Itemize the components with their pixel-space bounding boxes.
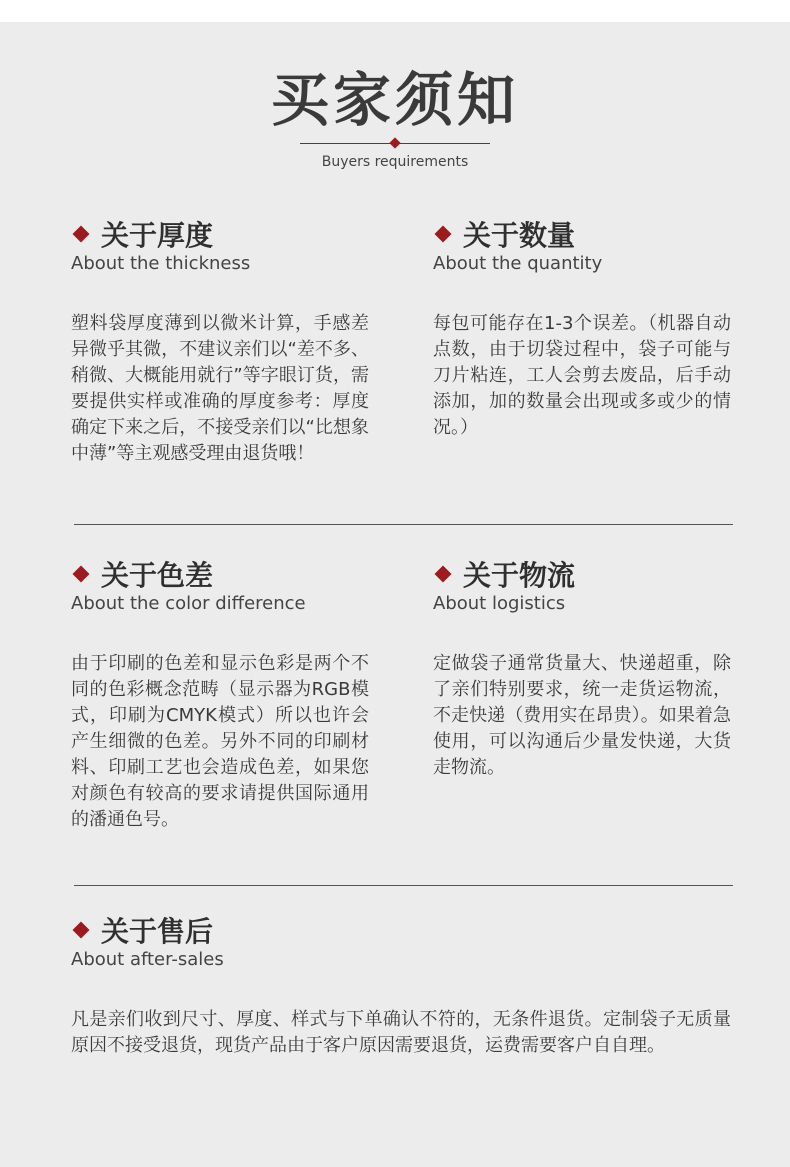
section-heading <box>433 220 731 260</box>
section-title: 关于色差 <box>101 559 214 592</box>
section-title: 关于厚度 <box>101 219 214 252</box>
section-subtitle: About after-sales <box>71 949 224 970</box>
section-logistics <box>433 560 731 781</box>
section-title: 关于物流 <box>463 559 576 592</box>
section-heading <box>71 916 731 956</box>
section-subtitle: About the quantity <box>433 253 603 274</box>
diamond-bullet-icon <box>73 566 90 583</box>
section-thickness <box>71 220 369 467</box>
section-body: 塑料袋厚度薄到以微米计算，手感差异微乎其微，不建议亲们以“差不多、稍微、大概能用就行”等字眼订货，需要提供实样或准确的厚度参考：厚度确定下来之后，不接受亲们以“比想象中薄”等主观感受理由退货哦！ <box>71 313 369 464</box>
page-title: 买家须知 <box>270 66 519 134</box>
diamond-bullet-icon <box>435 566 452 583</box>
section-body: 凡是亲们收到尺寸、厚度、样式与下单确认不符的，无条件退货。定制袋子无质量原因不接受退货，现货产品由于客户原因需要退货，运费需要客户自自理。 <box>71 1009 731 1056</box>
page-subtitle: Buyers requirements <box>321 154 469 170</box>
diamond-bullet-icon <box>73 226 90 243</box>
section-subtitle: About logistics <box>433 593 566 614</box>
diamond-bullet-icon <box>435 226 452 243</box>
section-body: 由于印刷的色差和显示色彩是两个不同的色彩概念范畴（显示器为RGB模式，印刷为CMYK模式）所以也许会产生细微的色差。另外不同的印刷材料、印刷工艺也会造成色差，如果您对颜色有较高的要求请提供国际通用的潘通色号。 <box>71 653 369 830</box>
section-title: 关于数量 <box>463 219 576 252</box>
section-heading <box>71 220 369 260</box>
section-subtitle: About the thickness <box>71 253 251 274</box>
section-after-sales <box>71 916 731 1059</box>
section-body: 每包可能存在1-3个误差。（机器自动点数，由于切袋过程中，袋子可能与刀片粘连，工人会剪去废品，后手动添加，加的数量会出现或多或少的情况。） <box>433 313 731 438</box>
section-quantity <box>433 220 731 441</box>
section-subtitle: About the color difference <box>71 593 306 614</box>
section-body: 定做袋子通常货量大、快递超重，除了亲们特别要求，统一走货运物流，不走快递（费用实在昂贵）。如果着急使用，可以沟通后少量发快递，大货走物流。 <box>433 653 731 778</box>
section-divider <box>74 524 733 525</box>
section-title: 关于售后 <box>101 915 214 948</box>
section-heading <box>433 560 731 600</box>
section-heading <box>71 560 369 600</box>
section-divider <box>74 885 733 886</box>
section-color-difference <box>71 560 369 833</box>
diamond-bullet-icon <box>73 922 90 939</box>
